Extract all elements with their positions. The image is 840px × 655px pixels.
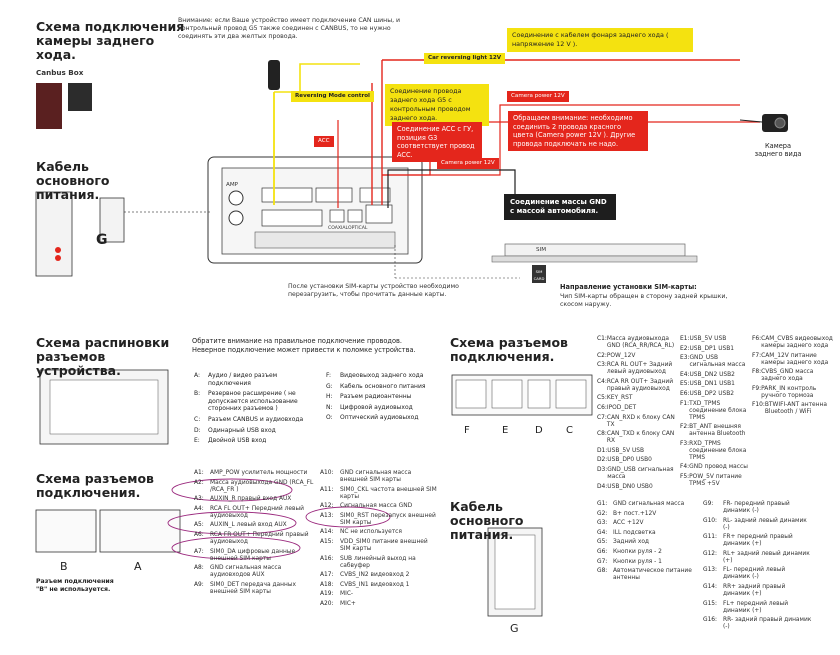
sim-label: SIM — [536, 247, 547, 253]
pins-g9-column: G9: FR- передний правый динамик (-) G10: RL- задний левый динамик (-) G11: FR+ передний правый динамик (+) G12: RL+ задний левый динамик (+) G13: FL- передний левый динамик (-) G14: RR+ задний правый динамик (+) G15: FL+ передний левый динамик (+) G16: RR- задний правый динамик (-) — [703, 501, 812, 631]
pins-a1-column: A1: AMP_POW усилитель мощности A2: Масса аудиовыхода GND (RCA_FL /RCA_FR ) A3: AUXIN_R правый вход AUX A4: RCA FL OUT+ Передний левый аудиовыход A5: AUXIN_L левый вход AUX A6: RCA FR OUT+ Передний правый аудиовыход A7: SIM0_DA цифровые данные внешней SIM карты A8: GND сигнальная масса аудиовходов AUX A9: SIM0_DET передача данных внешней SIM карты — [194, 470, 314, 595]
canbus-box-label: Canbus Box — [36, 68, 84, 77]
title-main-cable: Кабель основного питания. — [36, 159, 110, 202]
canbus-box-photo-2 — [68, 83, 92, 111]
top-note: Внимание: если Ваше устройство имеет подключение CAN шины, и контрольный провод G5 также соединен с CANBUS, то не нужно соединять эти два желтых провода. — [178, 17, 401, 40]
title-conn-left: Схема разъемов подключения. — [36, 471, 154, 500]
connector-c — [316, 188, 352, 202]
coaxial-port — [330, 210, 344, 222]
title-pinout: Схема распиновки разъемов устройства. — [36, 335, 170, 378]
acc-label: ACC — [314, 136, 334, 147]
main-cable-connector — [36, 192, 72, 276]
yellow-wire-light — [274, 64, 360, 92]
g-label-bottom: G — [510, 622, 519, 635]
pins-g-column: G1: GND сигнальная масса G2: B+ пост.+12V G3: ACC +12V G4: ILL подсветка G5: Задний ход G6: Кнопки руля - 2 G7: Кнопки руля - 1 G8: Автоматическое питание антенны — [597, 501, 692, 582]
sim-dir-title: Направление установки SIM-карты: — [560, 283, 697, 291]
gnd-callout: Соединение массы GND с массой автомобиля. — [504, 194, 616, 220]
heatsink — [255, 232, 395, 248]
sim-card-label: SIM CARD — [533, 269, 545, 281]
pins-e-column: E1: USB_5V USB E2: USB_DP1 USB1 E3: GND_USB сигнальная масса E4: USB_DN2 USB2 E5: USB_DN1 USB1 E6: USB_DP2 USB2 F1: TXD_TPMS соединение блока TPMS F2: BT_ANT внешняя антенна Bluetooth F3: RXD_TPMS соединение блока TPMS F4: GND провод массы F5: POW_5V питание TPMS +5V — [680, 336, 748, 487]
g-label: G — [96, 232, 108, 248]
optical-port — [348, 210, 362, 222]
antenna-jack — [229, 211, 243, 225]
unit-label-amp: AMP — [226, 182, 239, 188]
camera-power-label-1: Camera power 12V — [507, 91, 569, 102]
unit-label-coaxial: COAXIAL — [328, 226, 349, 231]
car-reversing-light-label: Car reversing light 12V — [424, 53, 505, 64]
pins-c-column: C1: Масса аудиовыхода GND (RCA_RR/RCA_RL) C2: POW_12V C3: RCA RL OUT+ Задний левый аудиовыход C4: RCA RR OUT+ Задний правый аудиовыход C5: KEY_RST C6: IPOD_DET C7: CAN_RXD к блоку CAN TX C8: CAN_TXD к блоку CAN RX D1: USB_5V USB D2: USB_DP0 USB0 D3: GND_USB сигнальная масса D4: USB_DN0 USB0 — [597, 336, 675, 490]
reversing-mode-label: Reversing Mode control — [291, 91, 374, 102]
conn-label-a: A — [134, 560, 142, 573]
title-camera-scheme: Схема подключения камеры заднего хода. — [36, 19, 185, 62]
title-conn-mid: Схема разъемов подключения. — [450, 335, 568, 364]
pinout-warning: Обратите внимание на правильное подключение проводов. Неверное подключение может привести к поломке устройства. — [192, 337, 416, 354]
rear-wire-callout: Соединение провода заднего хода G5 с контрольным проводом заднего хода. — [385, 84, 489, 126]
mid-label-e: E — [502, 425, 509, 436]
sim-dir-text: Чип SIM-карты обращен в сторону задней крышки, скосом наружу. — [560, 293, 728, 308]
legend-left: A: Аудио / видео разъем подключения B: Резервное расширение ( не допускается использование сторонних разъемов ) C: Разъем CANBUS и аудиовхода D: Одинарный USB вход E: Двойной USB вход — [194, 372, 304, 445]
unit-label-optical: OPTICAL — [348, 226, 368, 231]
conn-left-note: Разъем подключения "В" не используется. — [36, 578, 114, 593]
legend-right: F: Видеовыход заднего хода G: Кабель основного питания H: Разъем радиоантенны N: Цифровой аудиовыход O: Оптический аудиовыход — [326, 372, 426, 422]
sim-slot — [505, 244, 685, 256]
connector-b-shape — [36, 510, 96, 552]
attention-callout: Обращаем внимание: необходимо соединить 2 провода красного цвета (Camera power 12V ). Другие провода подключать не надо. — [508, 111, 648, 151]
canbus-box-photo-1 — [36, 83, 62, 129]
pins-a10-column: A10: GND сигнальная масса внешней SIM карты A11: SIM0_CKL частота внешней SIM карты A12: Сигнальная масса GND A13: SIM0_RST перезапуск внешней SIM карты A14: NC не используется A15: VDD_SIM0 питание внешней SIM карты A16: SUB линейный выход на сабвуфер A17: CVBS_IN2 видеовход 2 A18: CVBS_IN1 видеовход 1 A19: MIC- A20: MIC+ — [320, 470, 437, 607]
pins-f6-column: F6: CAM_CVBS видеовыход камеры заднего хода F7: CAM_12V питание камеры заднего хода F8: CVBS_GND масса заднего хода F9: PARK_IN контроль ручного тормоза F10: BTWIFI-ANT антенна Bluetooth / WiFi — [752, 336, 833, 416]
connector-d — [360, 188, 390, 202]
reverse-control-plug — [268, 60, 280, 90]
mid-label-d: D — [535, 425, 543, 436]
title-main-cable-2: Кабель основного питания. — [450, 499, 524, 542]
connector-a-shape — [100, 510, 180, 552]
mid-label-f: F — [464, 425, 470, 436]
camera-power-label-2: Camera power 12V — [437, 158, 499, 169]
conn-label-b: B — [60, 560, 68, 573]
amp-jack — [229, 191, 243, 205]
connector-a — [262, 188, 312, 202]
lamp-callout: Соединение с кабелем фонаря заднего хода ( напряжение 12 V ). — [507, 28, 693, 52]
connector-g — [262, 210, 322, 226]
mid-label-c: C — [566, 425, 573, 436]
acc-callout: Соединение ACC с ГУ, позиция G3 соответствует провод ACC. — [392, 122, 482, 162]
sim-after-note: После установки SIM-карты устройство необходимо перезагрузить, чтобы прочитать данные карты. — [288, 283, 459, 298]
camera-label: Камера заднего вида — [754, 142, 802, 158]
